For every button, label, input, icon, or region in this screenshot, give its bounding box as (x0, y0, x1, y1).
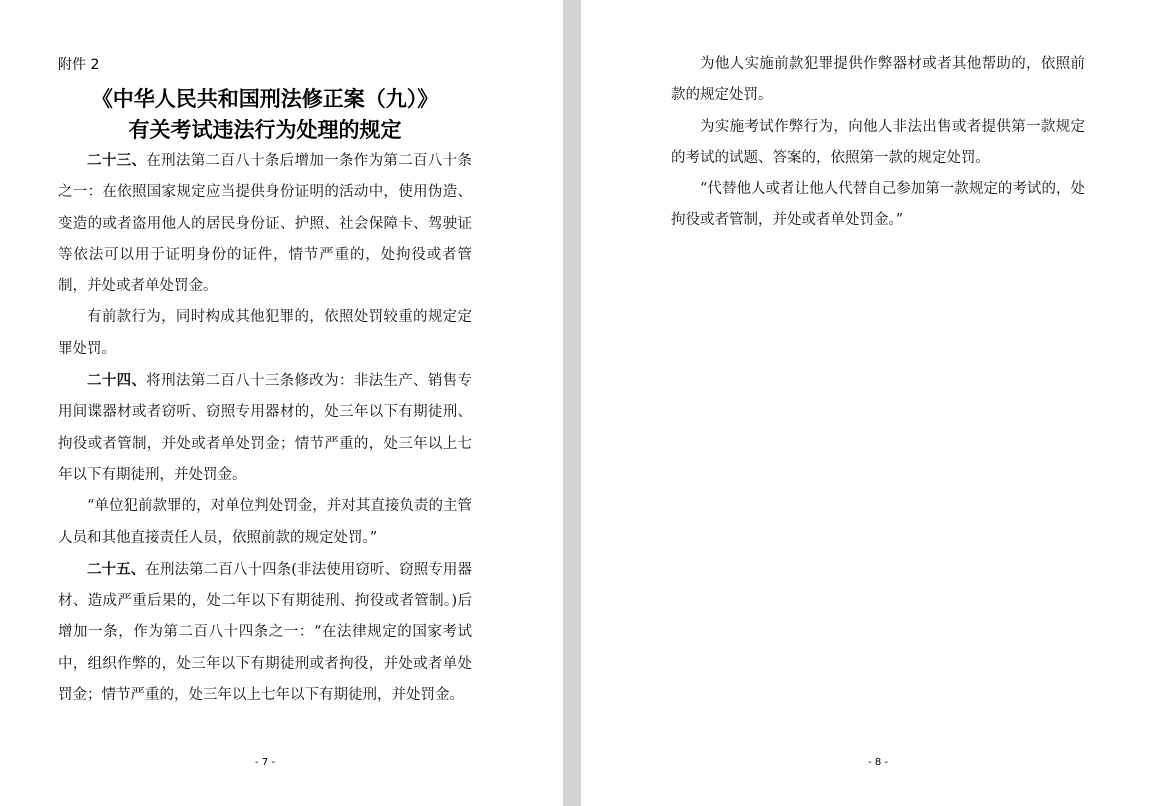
paragraph-text: 有前款行为，同时构成其他犯罪的，依照处罚较重的规定定罪处罚。 (58, 309, 472, 357)
paragraph-article-25-clause-4 (671, 174, 1085, 237)
paragraph-article-24-clause-2 (58, 491, 472, 554)
paragraph-text: 在刑法第二百八十条后增加一条作为第二百八十条之一：在依照国家规定应当提供身份证明的活动中，使用伪造、变造的或者盗用他人的居民身份证、护照、社会保障卡、驾驶证等依法可以用于证明身份的证件，情节严重的，处拘役或者管制，并处或者单处罚金。 (58, 153, 472, 295)
paragraph-article-25-clause-3 (671, 112, 1085, 175)
page-7-body (58, 145, 472, 711)
paragraph-text: 为实施考试作弊行为，向他人非法出售或者提供第一款规定的考试的试题、答案的，依照第一款的规定处罚。 (671, 118, 1085, 166)
attachment-label: 附件 2 (58, 57, 100, 73)
article-number: 二十五、 (87, 560, 146, 578)
paragraph-article-25-clause-2 (671, 49, 1085, 112)
paragraph-text: 在刑法第二百八十四条(非法使用窃听、窃照专用器材、造成严重后果的，处二年以下有期徒刑、拘役或者管制。)后增加一条，作为第二百八十四条之一：“在法律规定的国家考试中，组织作弊的，处三年以下有期徒刑或者拘役，并处或者单处罚金；情节严重的，处三年以上七年以下有期徒刑，并处罚金。 (58, 561, 473, 704)
page-number: - 7 - (255, 757, 275, 768)
page-8-body (671, 49, 1085, 237)
page-number: - 8 - (868, 757, 888, 768)
document-page-7 (0, 0, 563, 806)
paragraph-text: “单位犯前款罪的，对单位判处罚金，并对其直接负责的主管人员和其他直接责任人员，依照前款的规定处罚。” (58, 498, 472, 546)
article-number: 二十四、 (87, 372, 147, 390)
paragraph-article-23-clause-2 (58, 302, 472, 365)
paragraph-article-25 (58, 554, 472, 711)
paragraph-article-24 (58, 365, 472, 491)
article-number: 二十三、 (87, 152, 147, 169)
document-title-line1: 《中华人民共和国刑法修正案（九）》 (91, 86, 439, 111)
document-title-line2: 有关考试违法行为处理的规定 (128, 117, 402, 142)
paragraph-text: “代替他人或者让他人代替自己参加第一款规定的考试的，处拘役或者管制，并处或者单处罚金。” (671, 181, 1085, 229)
paragraph-article-23 (58, 145, 472, 302)
paragraph-text: 为他人实施前款犯罪提供作弊器材或者其他帮助的，依照前款的规定处罚。 (671, 56, 1085, 104)
paragraph-text: 将刑法第二百八十三条修改为：非法生产、销售专用间谍器材或者窃听、窃照专用器材的，处三年以下有期徒刑、拘役或者管制，并处或者单处罚金；情节严重的，处三年以上七年以下有期徒刑，并处罚金。 (58, 373, 472, 483)
